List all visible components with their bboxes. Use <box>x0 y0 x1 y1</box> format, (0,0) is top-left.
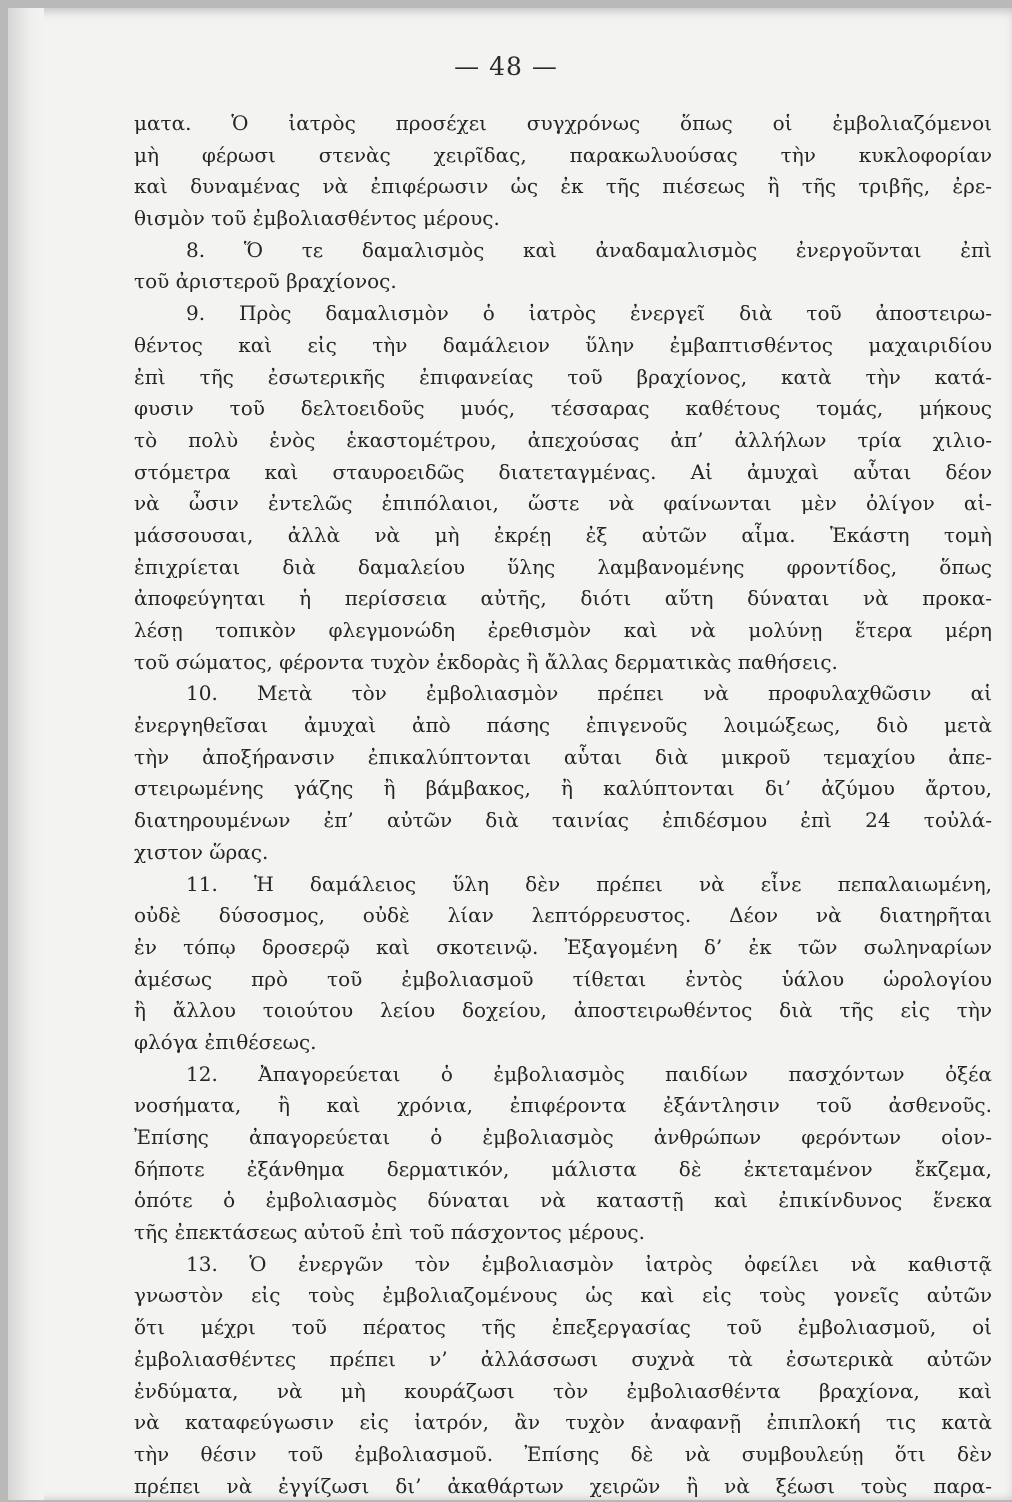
text-line: στόμετρα καὶ σταυροειδῶς διατεταγμένας. Αἱ ἀμυχαὶ αὗται δέον <box>134 459 992 484</box>
text-line: τὴν ἀποξήρανσιν ἐπικαλύπτονται αὗται διὰ μικροῦ τεμαχίου ἀπε- <box>134 744 992 769</box>
text-line: τοῦ ἀριστεροῦ βραχίονος. <box>134 269 397 294</box>
text-line: πρέπει νὰ ἐγγίζωσι δι’ ἀκαθάρτων χειρῶν ἢ νὰ ξέωσι τοὺς παρα- <box>134 1473 992 1498</box>
text-line: ἐπιχρίεται διὰ δαμαλείου ὕλης λαμβανομένης φροντίδος, ὅπως <box>134 554 992 579</box>
text-line: νὰ καταφεύγωσιν εἰς ἰατρόν, ἂν τυχὸν ἀναφανῇ ἐπιπλοκή τις κατὰ <box>134 1410 992 1435</box>
body-text <box>134 108 992 1502</box>
text-line: Ἐπίσης ἀπαγορεύεται ὁ ἐμβολιασμὸς ἀνθρώπων φερόντων οἱον- <box>134 1125 992 1149</box>
text-line: φυσιν τοῦ δελτοειδοῦς μυός, τέσσαρας καθέτους τομάς, μήκους <box>134 396 992 421</box>
text-line: τὴν θέσιν τοῦ ἐμβολιασμοῦ. Ἐπίσης δὲ νὰ συμβουλεύῃ ὅτι δὲν <box>134 1441 992 1466</box>
text-line: διατηρουμένων ἐπ’ αὐτῶν διὰ ταινίας ἐπιδέσμου ἐπὶ 24 τοὐλά- <box>134 808 992 833</box>
text-line: 9. Πρὸς δαμαλισμὸν ὁ ἰατρὸς ἐνεργεῖ διὰ τοῦ ἀποστειρω- <box>186 301 992 326</box>
text-line: νοσήματα, ἢ καὶ χρόνια, ἐπιφέροντα ἐξάντλησιν τοῦ ἀσθενοῦς. <box>134 1093 992 1118</box>
text-line: τῆς ἐπεκτάσεως αὐτοῦ ἐπὶ τοῦ πάσχοντος μέρους. <box>134 1220 645 1245</box>
page-number: — 48 — <box>454 52 558 81</box>
text-line: δήποτε ἐξάνθημα δερματικόν, μάλιστα δὲ ἐκτεταμένον ἔκζεμα, <box>134 1156 992 1181</box>
text-line: ἐνεργηθεῖσαι ἀμυχαὶ ἀπὸ πάσης ἐπιγενοῦς λοιμώξεως, διὸ μετὰ <box>134 713 992 738</box>
text-line: λέσῃ τοπικὸν φλεγμονώδη ἐρεθισμὸν καὶ νὰ μολύνῃ ἕτερα μέρη <box>134 618 992 642</box>
text-line: 11. Ἡ δαμάλειος ὕλη δὲν πρέπει νὰ εἶνε πεπαλαιωμένη, <box>186 871 992 896</box>
text-line: μάσσουσαι, ἀλλὰ νὰ μὴ ἐκρέῃ ἐξ αὐτῶν αἷμα. Ἑκάστη τομὴ <box>134 522 992 547</box>
text-line: ἀμέσως πρὸ τοῦ ἐμβολιασμοῦ τίθεται ἐντὸς ὑάλου ὡρολογίου <box>134 966 992 991</box>
text-line: μὴ φέρωσι στενὰς χειρῖδας, παρακωλυούσας τὴν κυκλοφορίαν <box>134 142 992 167</box>
book-spine-shadow <box>8 8 44 1500</box>
text-line: ματα. Ὁ ἰατρὸς προσέχει συγχρόνως ὅπως οἱ ἐμβολιαζόμενοι <box>134 111 992 135</box>
text-line: ἐμβολιασθέντες πρέπει ν’ ἀλλάσσωσι συχνὰ τὰ ἐσωτερικὰ αὐτῶν <box>134 1346 992 1371</box>
text-line: νὰ ὦσιν ἐντελῶς ἐπιπόλαιοι, ὥστε νὰ φαίνωνται μὲν ὀλίγον αἱ- <box>134 491 992 516</box>
text-line: φλόγα ἐπιθέσεως. <box>134 1029 317 1054</box>
text-line: 8. Ὅ τε δαμαλισμὸς καὶ ἀναδαμαλισμὸς ἐνεργοῦνται ἐπὶ <box>186 237 992 262</box>
text-line: 12. Ἀπαγορεύεται ὁ ἐμβολιασμὸς παιδίων πασχόντων ὀξέα <box>186 1061 992 1086</box>
text-line: τὸ πολὺ ἑνὸς ἑκαστομέτρου, ἀπεχούσας ἀπ’ ἀλλήλων τρία χιλιο- <box>134 427 992 452</box>
text-line: στειρωμένης γάζης ἢ βάμβακος, ἢ καλύπτονται δι’ ἀζύμου ἄρτου, <box>134 776 992 801</box>
text-line: 13. Ὁ ἐνεργῶν τὸν ἐμβολιασμὸν ἰατρὸς ὀφείλει νὰ καθιστᾷ <box>186 1251 992 1276</box>
text-line: καὶ δυναμένας νὰ ἐπιφέρωσιν ὡς ἐκ τῆς πιέσεως ἢ τῆς τριβῆς, ἐρε- <box>134 174 992 199</box>
text-line: τοῦ σώματος, φέροντα τυχὸν ἐκδορὰς ἢ ἄλλας δερματικὰς παθήσεις. <box>134 649 838 674</box>
text-line: ἀποφεύγηται ἡ περίσσεια αὐτῆς, διότι αὕτη δύναται νὰ προκα- <box>134 586 992 611</box>
text-line: ὅτι μέχρι τοῦ πέρατος τῆς ἐπεξεργασίας τοῦ ἐμβολιασμοῦ, οἱ <box>134 1315 992 1340</box>
text-line: θισμὸν τοῦ ἐμβολιασθέντος μέρους. <box>134 206 500 231</box>
text-line: γνωστὸν εἰς τοὺς ἐμβολιαζομένους ὡς καὶ εἰς τοὺς γονεῖς αὐτῶν <box>134 1283 992 1308</box>
text-line: θέντος καὶ εἰς τὴν δαμάλειον ὕλην ἐμβαπτισθέντος μαχαιριδίου <box>134 332 992 357</box>
text-line: 10. Μετὰ τὸν ἐμβολιασμὸν πρέπει νὰ προφυλαχθῶσιν αἱ <box>186 681 992 706</box>
text-line: ἐνδύματα, νὰ μὴ κουράζωσι τὸν ἐμβολιασθέντα βραχίονα, καὶ <box>134 1378 992 1403</box>
text-line: ἐπὶ τῆς ἐσωτερικῆς ἐπιφανείας τοῦ βραχίονος, κατὰ τὴν κατά- <box>134 364 992 389</box>
text-line: ἐν τόπῳ δροσερῷ καὶ σκοτεινῷ. Ἐξαγομένη δ’ ἐκ τῶν σωληναρίων <box>134 934 992 959</box>
text-line: χιστον ὥρας. <box>134 839 269 864</box>
text-line: ἢ ἄλλου τοιούτου λείου δοχείου, ἀποστειρωθέντος διὰ τῆς εἰς τὴν <box>134 998 992 1023</box>
text-line: οὐδὲ δύσοσμος, οὐδὲ λίαν λεπτόρρευστος. Δέον νὰ διατηρῆται <box>134 903 992 928</box>
text-line: ὁπότε ὁ ἐμβολιασμὸς δύναται νὰ καταστῇ καὶ ἐπικίνδυνος ἕνεκα <box>134 1188 992 1213</box>
